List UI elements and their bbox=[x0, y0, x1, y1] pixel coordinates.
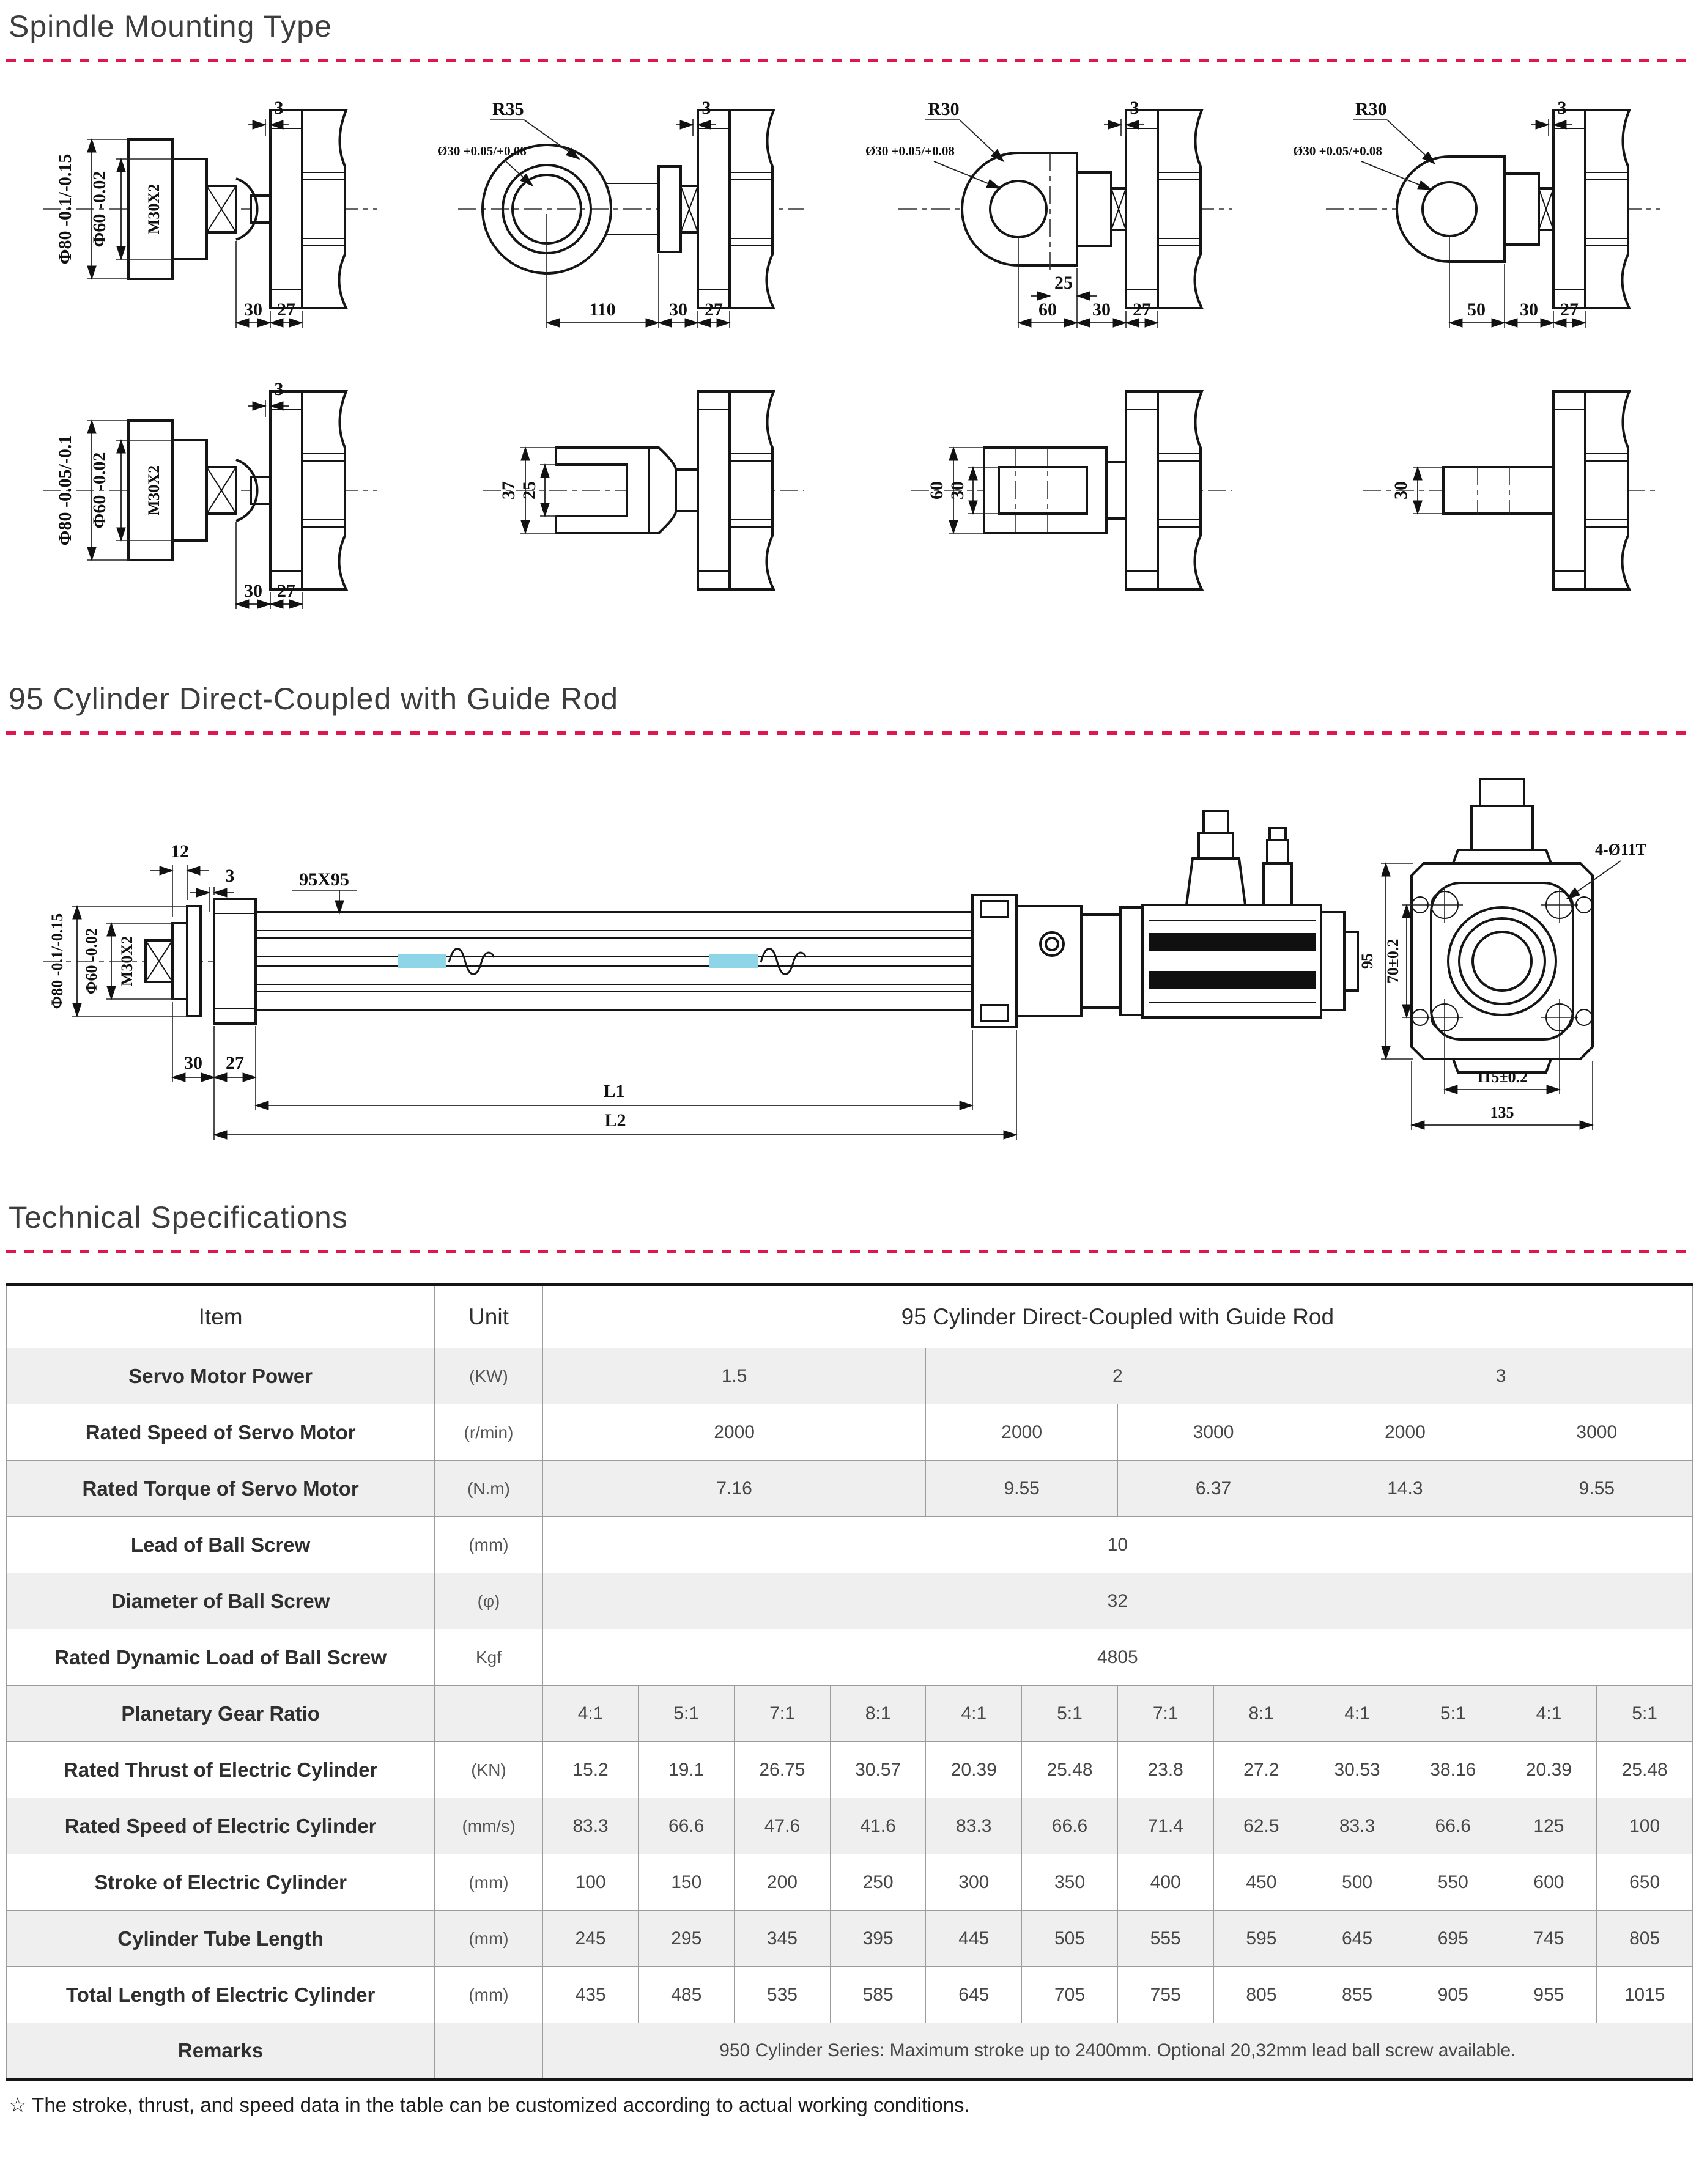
dim-label: 3 bbox=[274, 379, 284, 399]
table-cell: 300 bbox=[926, 1854, 1022, 1911]
dim-label: 30 bbox=[244, 581, 262, 601]
table-cell: 550 bbox=[1405, 1854, 1501, 1911]
drawing-rod-end-bearing bbox=[434, 81, 837, 344]
table-cell: 745 bbox=[1501, 1911, 1597, 1967]
table-cell: 645 bbox=[1309, 1911, 1405, 1967]
table-cell: 2000 bbox=[542, 1404, 926, 1461]
table-cell: 5:1 bbox=[1405, 1686, 1501, 1742]
table-cell: 250 bbox=[830, 1854, 926, 1911]
table-row bbox=[7, 1629, 1693, 1686]
table-cell: 71.4 bbox=[1117, 1798, 1213, 1854]
dim-label: 3 bbox=[1130, 98, 1139, 118]
table-cell: 10 bbox=[542, 1517, 1692, 1573]
table-cell: 805 bbox=[1213, 1967, 1309, 2023]
row-unit: (mm) bbox=[435, 1967, 542, 2023]
accent-dashed-rule bbox=[6, 731, 1693, 735]
table-cell: 500 bbox=[1309, 1854, 1405, 1911]
dim-label: 3 bbox=[225, 866, 235, 886]
row-label: Planetary Gear Ratio bbox=[7, 1686, 435, 1742]
tang-part bbox=[984, 448, 1126, 533]
table-cell: 41.6 bbox=[830, 1798, 926, 1854]
table-cell: 705 bbox=[1022, 1967, 1118, 2023]
dim-label: 95X95 bbox=[299, 869, 349, 890]
table-cell: 435 bbox=[542, 1967, 639, 2023]
table-row bbox=[7, 1686, 1693, 1742]
section-title: Technical Specifications bbox=[9, 1200, 348, 1234]
dim-label: R35 bbox=[492, 99, 524, 119]
table-cell: 66.6 bbox=[639, 1798, 735, 1854]
table-cell: 9.55 bbox=[1501, 1461, 1692, 1517]
table-cell: 30.57 bbox=[830, 1742, 926, 1798]
table-cell: 83.3 bbox=[926, 1798, 1022, 1854]
specs-table bbox=[6, 1283, 1693, 2081]
dim-label: 30 bbox=[1092, 300, 1111, 320]
table-cell: 26.75 bbox=[735, 1742, 831, 1798]
section-spindle-mounting bbox=[6, 9, 1693, 625]
table-cell: 6.37 bbox=[1117, 1461, 1309, 1517]
dim-label: 50 bbox=[1467, 300, 1486, 320]
table-cell: 905 bbox=[1405, 1967, 1501, 2023]
dim-label: Φ80 -0.05/-0.1 bbox=[55, 435, 75, 546]
table-cell: 4:1 bbox=[926, 1686, 1022, 1742]
dim-label: 70±0.2 bbox=[1384, 939, 1402, 984]
dim-label: 27 bbox=[226, 1053, 244, 1073]
dim-label: 4-Ø11T bbox=[1595, 841, 1646, 858]
dim-label: 30 bbox=[184, 1053, 202, 1073]
table-cell: 485 bbox=[639, 1967, 735, 2023]
dim-label: 27 bbox=[1132, 300, 1151, 320]
mounting-plate bbox=[1126, 110, 1202, 308]
accent-dashed-rule bbox=[6, 1250, 1693, 1253]
table-cell: 20.39 bbox=[926, 1742, 1022, 1798]
table-row bbox=[7, 1742, 1693, 1798]
table-cell: 450 bbox=[1213, 1854, 1309, 1911]
dim-label: 110 bbox=[589, 300, 616, 320]
dim-label: Φ60 -0.02 bbox=[89, 171, 109, 248]
table-cell: 66.6 bbox=[1022, 1798, 1118, 1854]
row-label: Remarks bbox=[7, 2023, 435, 2079]
table-cell: 15.2 bbox=[542, 1742, 639, 1798]
mounting-plate bbox=[270, 110, 346, 308]
mounting-plate bbox=[698, 110, 774, 308]
table-footnote: ☆ The stroke, thrust, and speed data in the table can be customized according to actual working conditions. bbox=[9, 2094, 970, 2116]
dim-label: 115±0.2 bbox=[1476, 1068, 1528, 1086]
table-cell: 1015 bbox=[1597, 1967, 1693, 2023]
fork-part bbox=[556, 448, 698, 533]
table-cell: 245 bbox=[542, 1911, 639, 1967]
table-cell: 25.48 bbox=[1022, 1742, 1118, 1798]
dim-label: 30 bbox=[669, 300, 688, 320]
dim-label: M30X2 bbox=[145, 465, 163, 516]
row-label: Rated Torque of Servo Motor bbox=[7, 1461, 435, 1517]
table-cell: 23.8 bbox=[1117, 1742, 1213, 1798]
dim-label: L1 bbox=[603, 1081, 625, 1101]
row-unit: (mm) bbox=[435, 1517, 542, 1573]
table-cell: 100 bbox=[542, 1854, 639, 1911]
flange-end-view bbox=[1412, 779, 1593, 1072]
cylinder-body bbox=[214, 899, 972, 1024]
table-cell: 150 bbox=[639, 1854, 735, 1911]
rod-part bbox=[1443, 467, 1553, 514]
drawing-cylinder-assembly bbox=[6, 759, 1693, 1163]
row-unit: (KN) bbox=[435, 1742, 542, 1798]
table-cell: 25.48 bbox=[1597, 1742, 1693, 1798]
table-cell: 350 bbox=[1022, 1854, 1118, 1911]
table-cell: 755 bbox=[1117, 1967, 1213, 2023]
table-cell: 19.1 bbox=[639, 1742, 735, 1798]
table-cell: 4:1 bbox=[1501, 1686, 1597, 1742]
row-unit: (N.m) bbox=[435, 1461, 542, 1517]
clevis-part bbox=[962, 153, 1126, 270]
table-row bbox=[7, 1404, 1693, 1461]
col-header-unit: Unit bbox=[435, 1285, 542, 1348]
drawing-fork-clevis bbox=[434, 362, 837, 625]
row-unit: Kgf bbox=[435, 1629, 542, 1686]
table-cell: 555 bbox=[1117, 1911, 1213, 1967]
table-cell: 2000 bbox=[926, 1404, 1117, 1461]
table-row bbox=[7, 1348, 1693, 1404]
dim-label: Φ60 -0.02 bbox=[89, 452, 109, 529]
section-cylinder-assembly bbox=[6, 681, 1693, 1163]
table-cell: 66.6 bbox=[1405, 1798, 1501, 1854]
table-cell: 83.3 bbox=[542, 1798, 639, 1854]
row-unit: (r/min) bbox=[435, 1404, 542, 1461]
rod-tip bbox=[146, 906, 201, 1016]
mounting-plate bbox=[1126, 391, 1202, 589]
dim-label: 27 bbox=[705, 300, 724, 320]
table-cell: 535 bbox=[735, 1967, 831, 2023]
table-row bbox=[7, 1461, 1693, 1517]
table-cell: 38.16 bbox=[1405, 1742, 1501, 1798]
row-label: Total Length of Electric Cylinder bbox=[7, 1967, 435, 2023]
table-cell: 30.53 bbox=[1309, 1742, 1405, 1798]
row-label: Cylinder Tube Length bbox=[7, 1911, 435, 1967]
dim-label: 30 bbox=[1519, 300, 1538, 320]
table-cell: 7:1 bbox=[1117, 1686, 1213, 1742]
gearbox-and-motor bbox=[972, 811, 1358, 1027]
page-title: Spindle Mounting Type bbox=[9, 9, 332, 43]
table-row bbox=[7, 1967, 1693, 2023]
spindle-drawings-row-2 bbox=[6, 362, 1693, 625]
row-label: Rated Thrust of Electric Cylinder bbox=[7, 1742, 435, 1798]
dim-label: M30X2 bbox=[118, 935, 136, 987]
table-cell: 32 bbox=[542, 1573, 1692, 1629]
dim-label: 27 bbox=[277, 300, 295, 320]
row-unit bbox=[435, 2023, 542, 2079]
row-label: Rated Speed of Electric Cylinder bbox=[7, 1798, 435, 1854]
table-cell: 400 bbox=[1117, 1854, 1213, 1911]
table-cell: 4805 bbox=[542, 1629, 1692, 1686]
table-cell: 3000 bbox=[1501, 1404, 1692, 1461]
table-header-row bbox=[7, 1285, 1693, 1348]
row-unit: (mm) bbox=[435, 1854, 542, 1911]
table-cell: 200 bbox=[735, 1854, 831, 1911]
row-label: Servo Motor Power bbox=[7, 1348, 435, 1404]
row-unit: (KW) bbox=[435, 1348, 542, 1404]
table-row bbox=[7, 2023, 1693, 2079]
row-unit bbox=[435, 1686, 542, 1742]
table-row bbox=[7, 1854, 1693, 1911]
table-cell: 505 bbox=[1022, 1911, 1118, 1967]
table-cell: 100 bbox=[1597, 1798, 1693, 1854]
table-cell: 2000 bbox=[1309, 1404, 1501, 1461]
table-cell: 125 bbox=[1501, 1798, 1597, 1854]
drawing-threaded-flange-2 bbox=[6, 362, 410, 625]
table-cell: 5:1 bbox=[1597, 1686, 1693, 1742]
dim-label: 27 bbox=[1560, 300, 1579, 320]
table-cell: 1.5 bbox=[542, 1348, 926, 1404]
table-row bbox=[7, 1517, 1693, 1573]
table-cell: 805 bbox=[1597, 1911, 1693, 1967]
table-cell: 345 bbox=[735, 1911, 831, 1967]
table-cell: 20.39 bbox=[1501, 1742, 1597, 1798]
table-cell: 695 bbox=[1405, 1911, 1501, 1967]
table-cell: 3 bbox=[1309, 1348, 1693, 1404]
table-cell: 4:1 bbox=[1309, 1686, 1405, 1742]
mounting-plate bbox=[270, 391, 346, 589]
drawing-clevis-eye-50 bbox=[1289, 81, 1693, 344]
dim-label: 25 bbox=[1054, 273, 1073, 293]
table-row bbox=[7, 1911, 1693, 1967]
table-cell: 950 Cylinder Series: Maximum stroke up to 2400mm. Optional 20,32mm lead ball screw available. bbox=[542, 2023, 1692, 2079]
table-cell: 47.6 bbox=[735, 1798, 831, 1854]
dim-label: 3 bbox=[274, 98, 284, 118]
dim-label: Φ80 -0.1/-0.15 bbox=[48, 913, 66, 1009]
dim-label: 60 bbox=[1038, 300, 1057, 320]
dim-label: 95 bbox=[1358, 953, 1376, 969]
table-cell: 2 bbox=[926, 1348, 1309, 1404]
section-title: 95 Cylinder Direct-Coupled with Guide Rod bbox=[9, 682, 619, 716]
col-header-item: Item bbox=[7, 1285, 435, 1348]
table-cell: 585 bbox=[830, 1967, 926, 2023]
table-cell: 4:1 bbox=[542, 1686, 639, 1742]
drawing-plain-rod bbox=[1289, 362, 1693, 625]
dim-label: L2 bbox=[604, 1110, 626, 1131]
dim-label: Φ80 -0.1/-0.15 bbox=[55, 153, 75, 265]
table-cell: 8:1 bbox=[1213, 1686, 1309, 1742]
section-technical-specifications bbox=[6, 1200, 1693, 2117]
row-unit: (mm) bbox=[435, 1911, 542, 1967]
table-cell: 7:1 bbox=[735, 1686, 831, 1742]
dim-label: Ø30 +0.05/+0.08 bbox=[865, 144, 955, 158]
dim-label: 30 bbox=[1390, 481, 1411, 500]
table-row bbox=[7, 1573, 1693, 1629]
table-cell: 5:1 bbox=[639, 1686, 735, 1742]
table-cell: 14.3 bbox=[1309, 1461, 1501, 1517]
dim-label: R30 bbox=[1355, 99, 1387, 119]
table-cell: 445 bbox=[926, 1911, 1022, 1967]
dim-label: 30 bbox=[244, 300, 262, 320]
dim-label: 60 bbox=[926, 481, 947, 500]
dim-label: Ø30 +0.05/+0.08 bbox=[1292, 144, 1382, 158]
dim-label: 25 bbox=[519, 481, 540, 500]
drawing-clevis-eye-60 bbox=[862, 81, 1265, 344]
table-row bbox=[7, 1798, 1693, 1854]
table-cell: 645 bbox=[926, 1967, 1022, 2023]
dim-label: 30 bbox=[947, 481, 968, 500]
mounting-plate bbox=[698, 391, 774, 589]
row-label: Diameter of Ball Screw bbox=[7, 1573, 435, 1629]
row-label: Stroke of Electric Cylinder bbox=[7, 1854, 435, 1911]
dim-label: 12 bbox=[171, 841, 189, 861]
row-label: Lead of Ball Screw bbox=[7, 1517, 435, 1573]
accent-dashed-rule bbox=[6, 59, 1693, 62]
dim-label: 37 bbox=[498, 481, 519, 500]
clevis-part bbox=[1397, 157, 1553, 262]
table-cell: 7.16 bbox=[542, 1461, 926, 1517]
table-cell: 650 bbox=[1597, 1854, 1693, 1911]
table-cell: 955 bbox=[1501, 1967, 1597, 2023]
dim-label: 3 bbox=[701, 98, 711, 118]
dim-label: R30 bbox=[927, 99, 960, 119]
table-cell: 62.5 bbox=[1213, 1798, 1309, 1854]
row-label: Rated Dynamic Load of Ball Screw bbox=[7, 1629, 435, 1686]
dim-label: Φ60 -0.02 bbox=[83, 928, 100, 995]
table-cell: 295 bbox=[639, 1911, 735, 1967]
specs-table-body bbox=[7, 1348, 1693, 2079]
mounting-plate bbox=[1553, 110, 1629, 308]
dim-label: Ø30 +0.05/+0.08 bbox=[437, 144, 527, 158]
table-cell: 395 bbox=[830, 1911, 926, 1967]
dim-label: 3 bbox=[1557, 98, 1567, 118]
table-cell: 595 bbox=[1213, 1911, 1309, 1967]
row-unit: (φ) bbox=[435, 1573, 542, 1629]
drawing-rect-tang bbox=[862, 362, 1265, 625]
table-cell: 855 bbox=[1309, 1967, 1405, 2023]
row-label: Rated Speed of Servo Motor bbox=[7, 1404, 435, 1461]
table-cell: 8:1 bbox=[830, 1686, 926, 1742]
table-cell: 3000 bbox=[1117, 1404, 1309, 1461]
table-cell: 600 bbox=[1501, 1854, 1597, 1911]
table-cell: 5:1 bbox=[1022, 1686, 1118, 1742]
table-cell: 83.3 bbox=[1309, 1798, 1405, 1854]
row-unit: (mm/s) bbox=[435, 1798, 542, 1854]
drawing-threaded-flange bbox=[6, 81, 410, 344]
dim-label: 27 bbox=[277, 581, 295, 601]
col-header-series: 95 Cylinder Direct-Coupled with Guide Rod bbox=[542, 1285, 1692, 1348]
table-cell: 27.2 bbox=[1213, 1742, 1309, 1798]
dim-label: M30X2 bbox=[145, 183, 163, 235]
mounting-plate bbox=[1553, 391, 1629, 589]
dim-label: 135 bbox=[1490, 1104, 1514, 1121]
table-cell: 9.55 bbox=[926, 1461, 1117, 1517]
spindle-drawings-row-1 bbox=[6, 81, 1693, 344]
